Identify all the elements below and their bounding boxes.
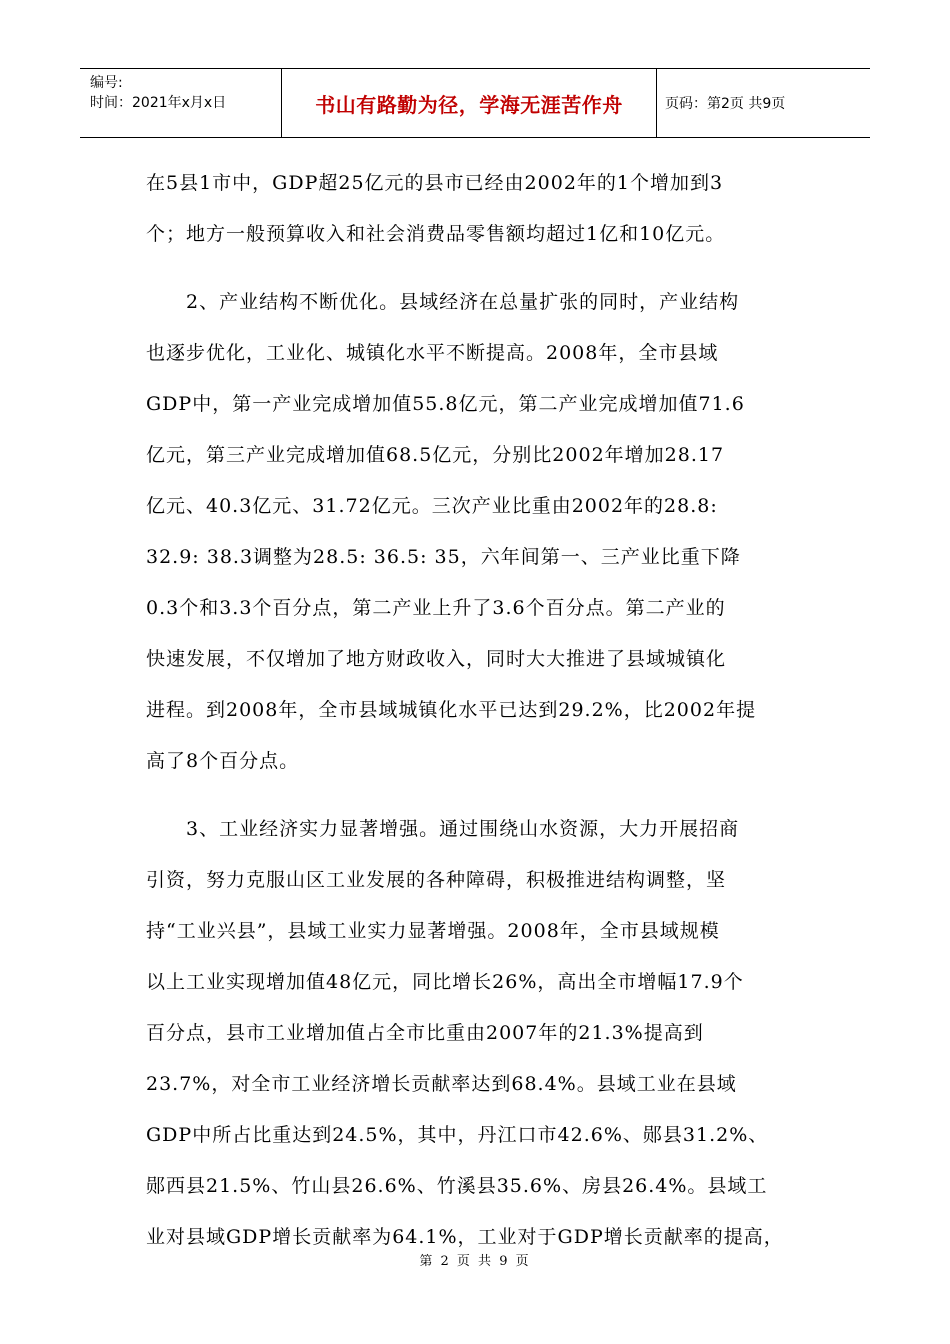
- text-line: 3、工业经济实力显著增强。通过围绕山水资源，大力开展招商: [186, 818, 740, 840]
- text-line: GDP中所占比重达到24.5%，其中，丹江口市42.6%、郧县31.2%、: [146, 1124, 769, 1146]
- code-label: 编号:: [90, 75, 123, 91]
- text-line: 0.3个和3.3个百分点，第二产业上升了3.6个百分点。第二产业的: [146, 597, 726, 619]
- text-line: 23.7%，对全市工业经济增长贡献率达到68.4%。县域工业在县域: [146, 1073, 737, 1095]
- text-line: 引资，努力克服山区工业发展的各种障碍，积极推进结构调整，坚: [146, 869, 727, 891]
- header-motto-cell: [282, 69, 657, 137]
- text-line: 亿元、40.3亿元、31.72亿元。三次产业比重由2002年的28.8:: [146, 495, 718, 517]
- text-line: 以上工业实现增加值48亿元，同比增长26%，高出全市增幅17.9个: [146, 971, 744, 993]
- time-label: 时间：2021年x月x日: [90, 95, 227, 111]
- page-footer: 第 2 页 共 9 页: [419, 1254, 531, 1269]
- paragraph: [146, 804, 806, 1263]
- text-line: 进程。到2008年，全市县域城镇化水平已达到29.2%，比2002年提: [146, 699, 757, 721]
- text-line: 亿元，第三产业完成增加值68.5亿元，分别比2002年增加28.17: [146, 444, 725, 466]
- page-label: 页码：第2页 共9页: [665, 96, 786, 112]
- page-header: [80, 68, 870, 138]
- text-line: 快速发展，不仅增加了地方财政收入，同时大大推进了县域城镇化: [146, 648, 727, 670]
- document-body: [146, 158, 806, 1263]
- paragraph: [146, 277, 806, 787]
- text-line: 也逐步优化，工业化、城镇化水平不断提高。2008年，全市县域: [146, 342, 719, 364]
- text-line: 百分点，县市工业增加值占全市比重由2007年的21.3%提高到: [146, 1022, 704, 1044]
- text-line: 郧西县21.5%、竹山县26.6%、竹溪县35.6%、房县26.4%。县域工: [146, 1175, 768, 1197]
- text-line: 业对县域GDP增长贡献率为64.1%，工业对于GDP增长贡献率的提高，: [146, 1226, 784, 1248]
- header-page-cell: [657, 69, 870, 137]
- paragraph: [146, 158, 806, 260]
- header-meta: [80, 69, 282, 137]
- text-line: 32.9: 38.3调整为28.5: 36.5: 35，六年间第一、三产业比重下降: [146, 546, 741, 568]
- text-line: GDP中，第一产业完成增加值55.8亿元，第二产业完成增加值71.6: [146, 393, 745, 415]
- text-line: 持“工业兴县”，县域工业实力显著增强。2008年，全市县域规模: [146, 920, 720, 942]
- text-line: 2、产业结构不断优化。县域经济在总量扩张的同时，产业结构: [186, 291, 740, 313]
- text-line: 高了8个百分点。: [146, 750, 300, 772]
- motto: 书山有路勤为径，学海无涯苦作舟: [315, 92, 623, 117]
- text-line: 个；地方一般预算收入和社会消费品零售额均超过1亿和10亿元。: [146, 223, 726, 245]
- text-line: 在5县1市中，GDP超25亿元的县市已经由2002年的1个增加到3: [146, 172, 724, 194]
